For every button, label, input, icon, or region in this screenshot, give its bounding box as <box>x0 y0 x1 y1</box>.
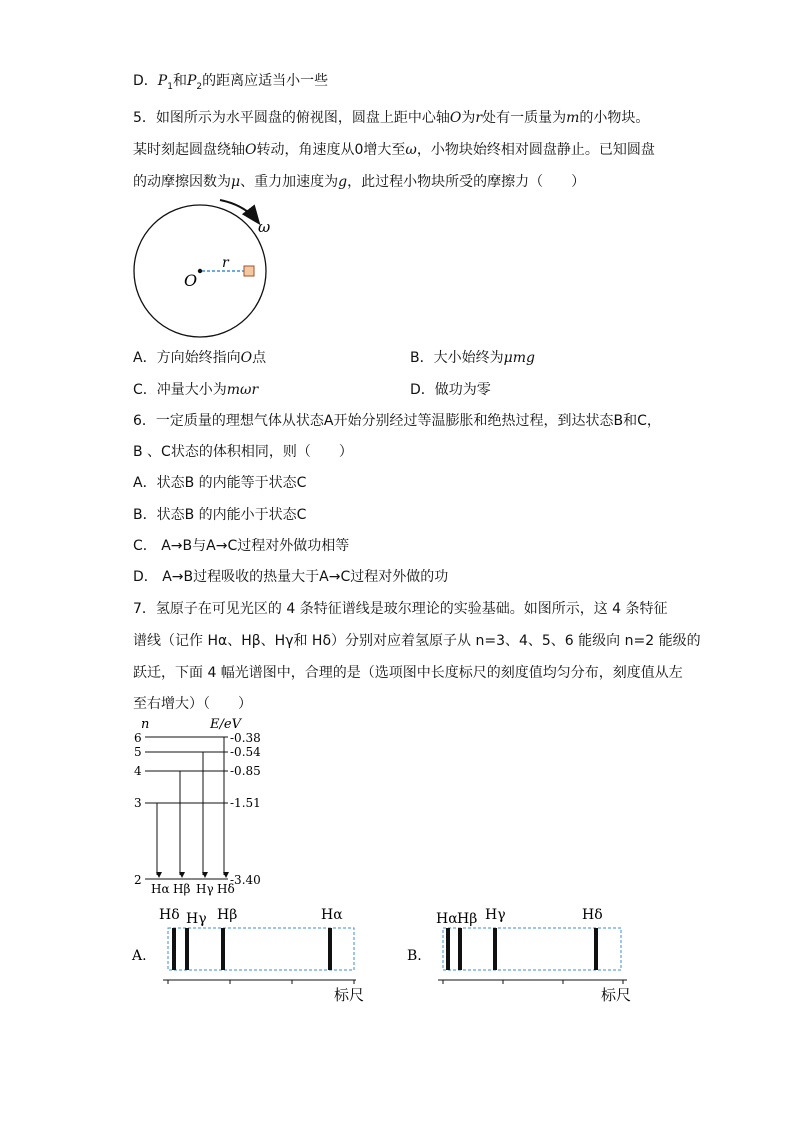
q6-option-a: A．状态B 的内能等于状态C <box>133 475 307 491</box>
block <box>244 266 254 276</box>
n-axis-label: n <box>141 717 150 732</box>
spectrum-a-label-h-delta: Hδ <box>159 907 180 923</box>
level-n-3: 3 <box>134 796 142 810</box>
h-delta-label: Hδ <box>217 882 235 896</box>
level-n-4: 4 <box>134 764 142 778</box>
q7-stem-line-2: 谱线（记作 Hα、Hβ、Hγ和 Hδ）分别对应着氢原子从 n=3、4、5、6 能级向 n=2 能级的 <box>133 633 701 649</box>
center-point <box>198 269 202 273</box>
spectrum-a-line-h-alpha <box>328 928 332 970</box>
spectrum-b-line-h-beta <box>458 928 462 970</box>
spectrum-a-line-h-gamma <box>185 928 189 970</box>
spectrum-b-option-label: B. <box>407 948 422 964</box>
spectrum-b-label-h-alpha: Hα <box>436 911 458 927</box>
spectrum-b-label-h-gamma: Hγ <box>485 907 506 923</box>
disc-figure <box>125 190 285 345</box>
center-label: O <box>184 271 198 290</box>
q7-stem-line-1: 7．氢原子在可见光区的 4 条特征谱线是玻尔理论的实验基础。如图所示，这 4 条特征 <box>133 601 668 617</box>
level-n-2: 2 <box>134 873 142 887</box>
energy-level-diagram <box>128 714 278 899</box>
spectrum-a-option-label: A. <box>132 948 147 964</box>
q7-stem-line-4: 至右增大）（ ） <box>133 696 252 712</box>
q5-option-a: A．方向始终指向O点 <box>133 350 267 366</box>
spectrum-a-line-h-beta <box>221 928 225 970</box>
e-axis-label: E/eV <box>210 717 241 732</box>
q6-option-c: C． A→B与A→C过程对外做功相等 <box>133 538 350 554</box>
spectrum-b-line-h-alpha <box>446 928 450 970</box>
q4-option-d: D．$P_1$和$P_2$的距离应适当小一些 <box>133 73 329 92</box>
q5-option-d: D．做功为零 <box>410 382 491 398</box>
spectrum-a-label-h-gamma: Hγ <box>186 911 207 927</box>
q6-option-b: B．状态B 的内能小于状态C <box>133 507 307 523</box>
spectrum-a-scale-label: 标尺 <box>334 986 365 1004</box>
spectrum-b-label-h-delta: Hδ <box>582 907 603 923</box>
spectrum-b-label-h-beta: Hβ <box>457 911 478 927</box>
spectrum-a-frame <box>168 928 354 970</box>
q6-stem-line-1: 6．一定质量的理想气体从状态A开始分别经过等温膨胀和绝热过程，到达状态B和C， <box>133 413 661 429</box>
q5-stem-line-2: 某时刻起圆盘绕轴O转动，角速度从0增大至ω，小物块始终相对圆盘静止。已知圆盘 <box>133 142 655 158</box>
level-e-2: -3.40 <box>230 873 261 887</box>
level-e-4: -0.85 <box>230 764 261 778</box>
spectrum-b-figure <box>405 902 655 1007</box>
q7-stem-line-3: 跃迁，下面 4 幅光谱图中，合理的是（选项图中长度标尺的刻度值均匀分布，刻度值从左 <box>133 665 683 681</box>
q5-stem-line-3: 的动摩擦因数为μ、重力加速度为g，此过程小物块所受的摩擦力（ ） <box>133 174 586 190</box>
level-e-6: -0.38 <box>230 731 261 745</box>
level-n-6: 6 <box>134 731 142 745</box>
spectrum-b-scale-label: 标尺 <box>601 986 632 1004</box>
spectrum-b-line-h-delta <box>594 928 598 970</box>
q6-stem-line-2: B 、C状态的体积相同，则（ ） <box>133 444 353 460</box>
q5-option-b: B．大小始终为μmg <box>410 350 535 366</box>
q6-option-d: D． A→B过程吸收的热量大于A→C过程对外做的功 <box>133 569 449 585</box>
level-n-5: 5 <box>134 745 142 759</box>
level-e-5: -0.54 <box>230 745 261 759</box>
spectrum-a-figure <box>130 902 380 1007</box>
radius-label: r <box>222 255 229 271</box>
h-alpha-label: Hα <box>151 882 170 896</box>
q5-stem-line-1: 5．如图所示为水平圆盘的俯视图，圆盘上距中心轴O为r处有一质量为m的小物块。 <box>133 110 650 126</box>
spectrum-a-label-h-alpha: Hα <box>321 907 343 923</box>
rotation-arrow <box>220 200 258 222</box>
h-gamma-label: Hγ <box>196 882 214 896</box>
q5-option-c: C．冲量大小为mωr <box>133 382 259 398</box>
h-beta-label: Hβ <box>173 882 191 896</box>
level-e-3: -1.51 <box>230 796 261 810</box>
omega-label: ω <box>258 218 271 236</box>
spectrum-a-line-h-delta <box>172 928 176 970</box>
spectrum-b-line-h-gamma <box>493 928 497 970</box>
spectrum-a-label-h-beta: Hβ <box>217 907 238 923</box>
